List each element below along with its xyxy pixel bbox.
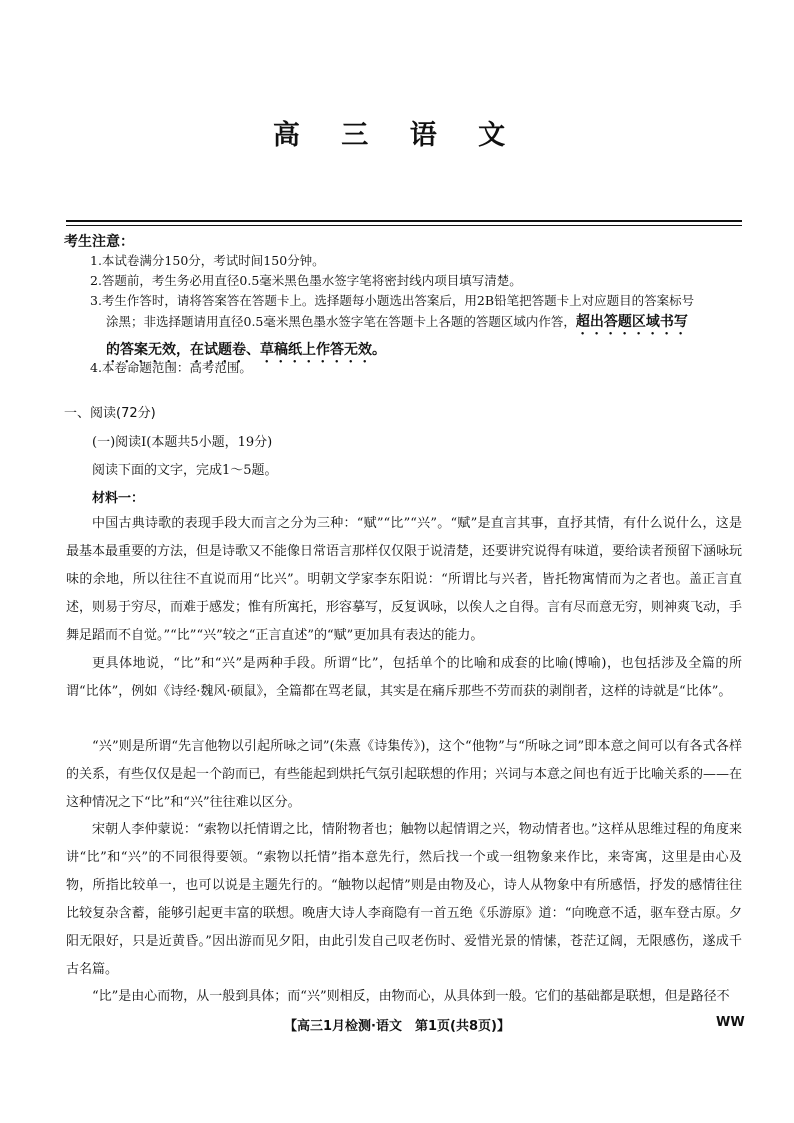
paragraph-4: 宋朝人李仲蒙说：“索物以托情谓之比，情附物者也；触物以起情谓之兴，物动情者也。”这样从思维过程的角度来讲“比”和“兴”的不同很得要领。“索物以托情”指本意先行，然后找一个或一组物象来作比，来寄寓，这里是由心及物，所指比较单一，也可以说是主题先行的。“触物以起情”则是由物及心，诗人从物象中有所感悟，抒发的感情往往比较复杂含蓄，能够引起更丰富的联想。晚唐大诗人李商隐有一首五绝《乐游原》道：“向晚意不适，驱车登古原。夕阳无限好，只是近黄昏。”因出游而见夕阳，由此引发自己叹老伤时、爱惜光景的情愫，苍茫辽阔，无限感伤，遂成千古名篇。 [66, 822, 742, 977]
notice-item-3-line2: 涂黑；非选择题请用直径0.5毫米黑色墨水签字笔在答题卡上各题的答题区域内作答，超出答题区域书写 [106, 314, 688, 330]
notice-item-4: 4.本卷命题范围：高考范围。 [90, 360, 252, 375]
header-rule-thick [66, 220, 742, 222]
material-label: 材料一： [92, 491, 145, 506]
paragraph-1: 中国古典诗歌的表现手段大而言之分为三种：“赋”“比”“兴”。“赋”是直言其事，直抒其情，有什么说什么，这是最基本最重要的方法，但是诗歌又不能像日常语言那样仅仅限于说清楚，还要讲究说得有味道，要给读者预留下涵咏玩味的余地，所以往往不直说而用“比兴”。明朝文学家李东阳说：“所谓比与兴者，皆托物寓情而为之者也。盖正言直述，则易于穷尽，而难于感发；惟有所寓托，形容摹写，反复讽咏，以俟人之自得。言有尽而意无穷，则神爽飞动，手舞足蹈而不自觉。”“比”“兴”较之“正言直述”的“赋”更加具有表达的能力。 [66, 516, 743, 643]
section-heading: 一、阅读(72分) [64, 406, 156, 421]
paragraph-2: 更具体地说，“比”和“兴”是两种手段。所谓“比”，包括单个的比喻和成套的比喻(博喻)，也包括涉及全篇的所谓“比体”，例如《诗经·魏风·硕鼠》，全篇都在骂老鼠，其实是在痛斥那些不劳而获的剥削者，这样的诗就是“比体”。 [66, 656, 742, 699]
header-rule-thin [66, 225, 742, 226]
reading-instruction: 阅读下面的文字，完成1～5题。 [92, 463, 278, 478]
subsection-heading: (一)阅读Ⅰ(本题共5小题，19分) [92, 435, 273, 450]
footer-code: WW [716, 1015, 745, 1030]
page-footer: 【高三1月检测·语文 第1页(共8页)】 [284, 1019, 510, 1034]
notice-item-2: 2.答题前，考生务必用直径0.5毫米黑色墨水签字笔将密封线内项目填写清楚。 [90, 273, 522, 288]
notice-item-1: 1.本试卷满分150分，考试时间150分钟。 [90, 253, 325, 268]
notice-item-3 [90, 290, 750, 366]
notice-emphasis-2: 的答案无效，在试题卷、草稿纸上作答无效。 [106, 342, 386, 358]
notice-title: 考生注意： [64, 234, 134, 250]
paragraph-3: “兴”则是所谓“先言他物以引起所咏之词”(朱熹《诗集传》)，这个“他物”与“所咏之词”即本意之间可以有各式各样的关系，有些仅仅是起一个韵而已，有些能起到烘托气氛引起联想的作用；兴词与本意之间也有近于比喻关系的——在这种情况之下“比”和“兴”往往难以区分。 [66, 739, 743, 810]
notice-emphasis-1: 超出答题区域书写 [575, 314, 688, 330]
notice-item-3-line1: 3.考生作答时，请将答案答在答题卡上。选择题每小题选出答案后，用2B铅笔把答题卡上对应题目的答案标号 [90, 293, 695, 308]
paragraph-5: “比”是由心而物，从一般到具体；而“兴”则相反，由物而心，从具体到一般。它们的基础都是联想，但是路径不 [92, 989, 730, 1004]
page-title: 高 三 语 文 [272, 120, 522, 151]
